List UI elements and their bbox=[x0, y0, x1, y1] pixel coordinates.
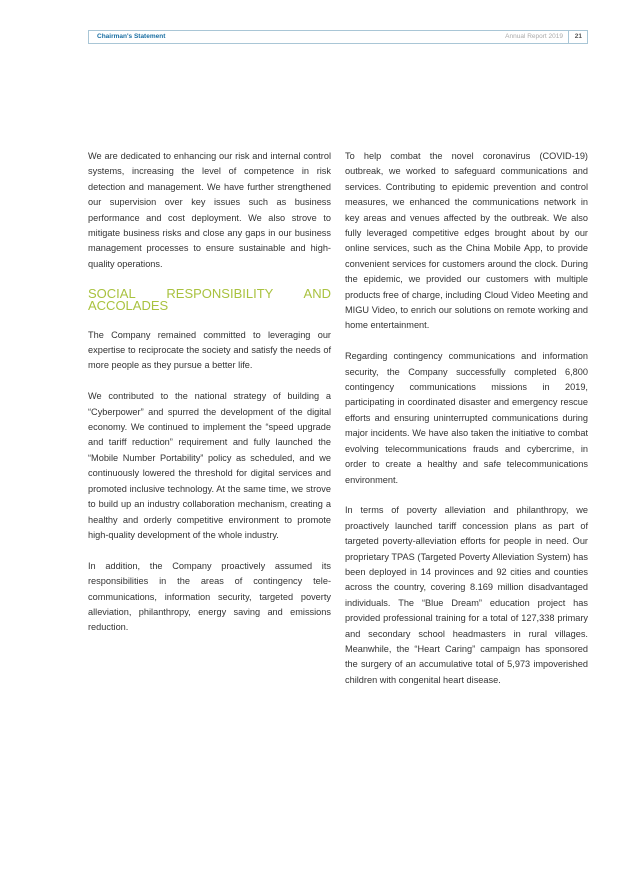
paragraph: The Company remained committed to leveraging our expertise to reciprocate the society and satisfy the needs of more people as they pursue a better life. bbox=[88, 329, 331, 371]
section-title: Chairman's Statement bbox=[97, 33, 166, 40]
header-divider bbox=[568, 31, 569, 43]
right-column bbox=[345, 149, 588, 704]
page-number: 21 bbox=[574, 33, 582, 40]
paragraph: To help combat the novel coronavirus (COVID-19) outbreak, we worked to safeguard communications and services. Contributing to epidemic prevention and control measures, we enhanced the communications network in key areas and venues affected by the outbreak. We also fully leveraged competitive edges brought about by our online services, such as the China Mobile App, to provide convenient services for customers around the clock. During the epidemic, we provided our customers with multiple products free of charge, including Cloud Video Meeting and MIGU Video, to enrich our solutions on remote working and home entertainment. bbox=[345, 151, 588, 331]
paragraph: We contributed to the national strategy of building a “Cyberpower” and spurred the development of the digital economy. We continued to implement the “speed upgrade and tariff reduction” requirement and fully launched the “Mobile Number Portability” policy as scheduled, and we continuously lowered the threshold for digital services and promoted inclusive technology. At the same time, we strove to build up an industry collaboration mechanism, creating a healthy and orderly competitive environment to promote high-quality development of the whole industry. bbox=[88, 391, 331, 540]
paragraph: We are dedicated to enhancing our risk and internal control systems, increasing the level of competence in risk detection and management. We have further strengthened our supervision over key issues such as business performance and cost deployment. We also strove to mitigate business risks and close any gaps in our business management processes to ensure sustainable and high-quality operations. bbox=[88, 151, 331, 269]
paragraph: In addition, the Company proactively assumed its responsibilities in the areas of contingency tele-communications, information security, targeted poverty alleviation, philanthropy, energy saving and emissions reduction. bbox=[88, 560, 331, 633]
paragraph: Regarding contingency communications and information security, the Company successfully completed 6,800 contingency communications missions in 2019, participating in coordinated disaster and emergency rescue efforts and ensuring uninterrupted communications during major incidents. We have also taken the initiative to combat evolving telecommunications frauds and cybercrime, in order to create a healthy and safe telecommunications environment. bbox=[345, 351, 588, 485]
report-title: Annual Report 2019 bbox=[505, 33, 563, 40]
section-heading: SOCIAL RESPONSIBILITY AND ACCOLADES bbox=[88, 285, 331, 313]
paragraph: In terms of poverty alleviation and philanthropy, we proactively launched tariff concession plans as part of targeted poverty-alleviation efforts for people in need. Our proprietary TPAS (Targeted Poverty Alleviation System) has been deployed in 14 provinces and 92 cities and counties across the country, covering 8.169 million disadvantaged individuals. The “Blue Dream” education project has provided professional training for a total of 127,338 primary and secondary school headmasters in rural villages. Meanwhile, the “Heart Caring” campaign has sponsored the surgery of an accumulative total of 5,973 impoverished children with congenital heart disease. bbox=[345, 505, 588, 685]
page-header bbox=[88, 30, 588, 44]
left-column bbox=[88, 149, 331, 651]
